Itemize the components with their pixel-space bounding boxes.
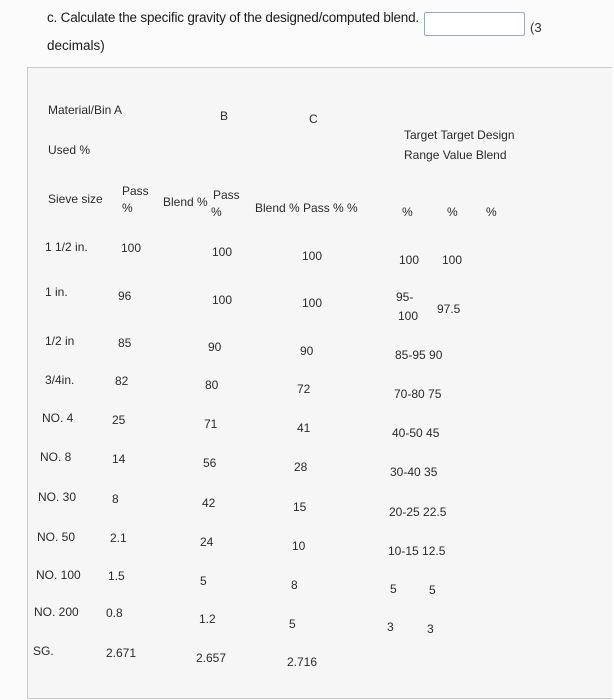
row-1-target: 100 xyxy=(399,253,420,267)
points-label: (3 xyxy=(530,20,542,35)
header-used: Used % xyxy=(48,143,91,157)
row-2-sieve: 1 in. xyxy=(45,285,68,299)
row-1-c: 100 xyxy=(302,249,323,263)
row-5-c: 41 xyxy=(297,421,311,435)
row-4-target: 70-80 75 xyxy=(394,387,442,401)
row-2-a: 96 xyxy=(118,289,132,303)
header-blend-b: Blend % xyxy=(163,195,208,209)
row-9-c: 8 xyxy=(291,578,298,592)
answer-input[interactable] xyxy=(424,12,525,36)
row-5-target: 40-50 45 xyxy=(392,426,440,440)
header-pct-1: % xyxy=(402,205,413,219)
row-6-target: 30-40 35 xyxy=(390,465,438,479)
header-target-line2: Range Value Blend xyxy=(404,148,507,162)
row-1-a: 100 xyxy=(121,241,142,255)
row-9-b: 5 xyxy=(200,574,207,588)
header-col-c: C xyxy=(309,112,318,126)
row-2-target: 95- xyxy=(396,290,414,304)
row-10-target-value: 3 xyxy=(427,622,434,636)
header-blend-pass-c: Blend % Pass % % xyxy=(255,201,358,215)
row-7-target: 20-25 22.5 xyxy=(389,505,447,519)
header-pass-a-1: Pass xyxy=(122,184,149,198)
row-2-c: 100 xyxy=(302,296,323,310)
row-1-sieve: 1 1/2 in. xyxy=(45,240,88,254)
header-pass-b-2: % xyxy=(211,205,222,219)
row-4-a: 82 xyxy=(115,374,129,388)
row-5-b: 71 xyxy=(204,417,218,431)
row-7-a: 8 xyxy=(112,492,119,506)
sg-b: 2.657 xyxy=(196,651,227,665)
row-1-b: 100 xyxy=(212,245,233,259)
row-5-sieve: NO. 4 xyxy=(42,411,74,425)
sg-c: 2.716 xyxy=(287,655,318,669)
row-8-target: 10-15 12.5 xyxy=(388,544,446,558)
header-pass-a-2: % xyxy=(122,201,133,215)
row-7-sieve: NO. 30 xyxy=(38,490,77,504)
row-8-c: 10 xyxy=(292,539,306,553)
row-6-c: 28 xyxy=(294,460,308,474)
row-2-b: 100 xyxy=(212,293,233,307)
row-10-a: 0.8 xyxy=(106,606,123,620)
row-8-b: 24 xyxy=(200,535,214,549)
question-text: c. Calculate the specific gravity of the designed/computed blend. xyxy=(47,10,419,25)
row-2-target-value: 97.5 xyxy=(437,302,461,316)
header-target-line1: Target Target Design xyxy=(404,128,515,142)
header-pass-b-1: Pass xyxy=(213,188,240,202)
row-6-b: 56 xyxy=(203,456,217,470)
row-10-b: 1.2 xyxy=(199,612,216,626)
row-3-sieve: 1/2 in xyxy=(45,334,75,348)
row-4-sieve: 3/4in. xyxy=(45,373,75,387)
row-1-target-value: 100 xyxy=(442,253,463,267)
row-9-a: 1.5 xyxy=(108,569,125,583)
row-8-sieve: NO. 50 xyxy=(37,530,76,544)
row-6-sieve: NO. 8 xyxy=(40,450,72,464)
header-material-bin: Material/Bin A xyxy=(48,103,123,117)
sg-label: SG. xyxy=(33,644,54,658)
sg-a: 2.671 xyxy=(106,646,137,660)
row-10-c: 5 xyxy=(289,617,296,631)
row-8-a: 2.1 xyxy=(110,531,127,545)
header-sieve-size: Sieve size xyxy=(48,192,103,206)
row-3-a: 85 xyxy=(118,336,132,350)
row-9-target: 5 xyxy=(390,582,397,596)
row-4-b: 80 xyxy=(205,378,219,392)
question-continuation: decimals) xyxy=(47,38,105,53)
row-9-sieve: NO. 100 xyxy=(36,568,81,582)
row-10-sieve: NO. 200 xyxy=(34,605,79,619)
row-3-target: 85-95 90 xyxy=(395,348,443,362)
row-9-target-value: 5 xyxy=(429,583,436,597)
row-10-target: 3 xyxy=(387,620,394,634)
row-3-b: 90 xyxy=(208,340,222,354)
row-5-a: 25 xyxy=(112,413,126,427)
header-col-b: B xyxy=(220,109,229,123)
row-3-c: 90 xyxy=(300,344,314,358)
row-6-a: 14 xyxy=(112,452,126,466)
header-pct-2: % xyxy=(447,205,458,219)
header-pct-3: % xyxy=(486,205,497,219)
row-7-c: 15 xyxy=(293,500,307,514)
row-2-target-line2: 100 xyxy=(398,309,419,323)
row-7-b: 42 xyxy=(202,496,216,510)
row-4-c: 72 xyxy=(297,382,311,396)
